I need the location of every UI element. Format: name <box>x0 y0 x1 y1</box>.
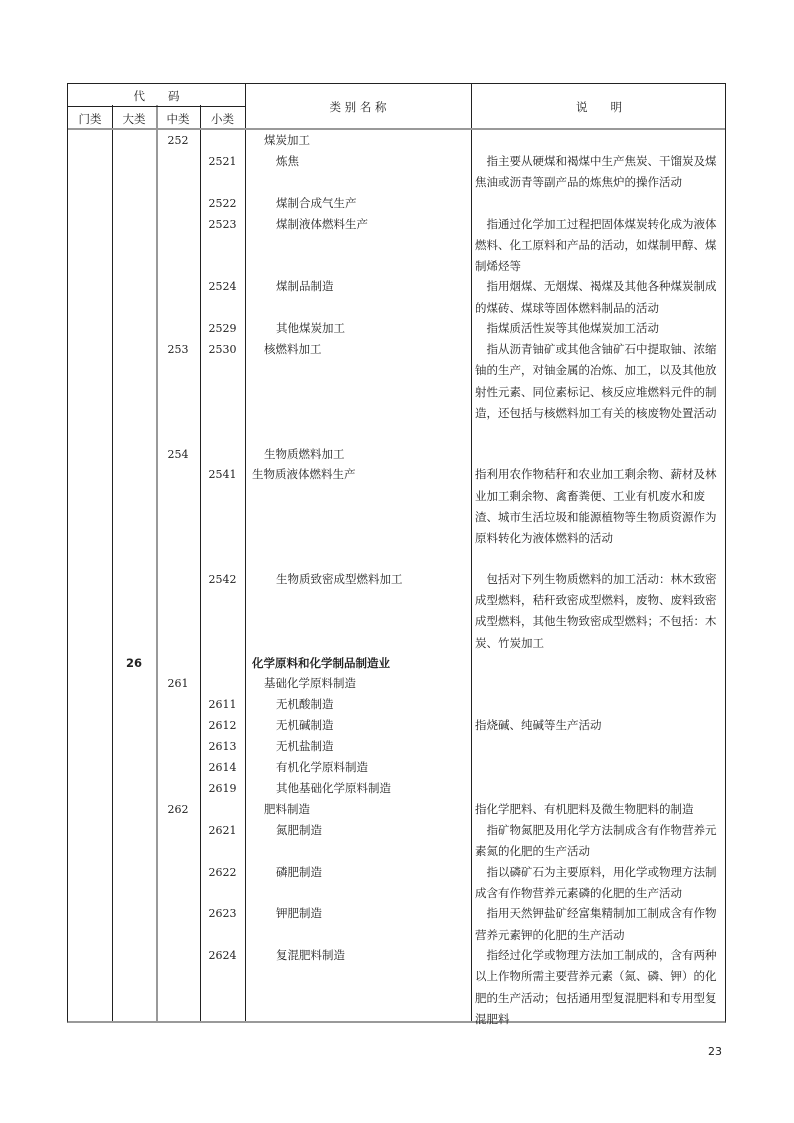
category-description: 指烧碱、纯碱等生产活动 <box>475 718 602 733</box>
minor-code: 2611 <box>208 698 237 712</box>
category-description: 指主要从硬煤和褐煤中生产焦炭、干馏炭及煤焦油或沥青等副产品的炼焦炉的操作活动 <box>475 153 717 190</box>
header-divider <box>68 106 245 107</box>
category-description: 指矿物氮肥及用化学方法制成含有作物营养元素氮的化肥的生产活动 <box>475 822 717 858</box>
col-divider <box>156 84 158 1021</box>
middle-code: 254 <box>167 447 189 461</box>
category-name: 复混肥料制造 <box>276 948 345 963</box>
middle-code: 261 <box>167 677 189 691</box>
minor-code: 2614 <box>208 761 237 774</box>
category-name: 炼焦 <box>276 153 299 168</box>
minor-code: 2622 <box>208 865 237 879</box>
minor-code: 2613 <box>208 740 237 754</box>
category-description: 指以磷矿石为主要原料，用化学或物理方法制成含有作物营养元素磷的化肥的生产活动 <box>475 864 717 900</box>
category-name: 化学原料和化学制品制造业 <box>252 655 390 670</box>
category-name: 无机盐制造 <box>276 739 334 754</box>
category-name: 肥料制造 <box>264 801 310 816</box>
minor-code: 2521 <box>208 154 237 168</box>
category-description: 指煤质活性炭等其他煤炭加工活动 <box>475 321 659 336</box>
category-description: 指从沥青铀矿或其他含铀矿石中提取铀、浓缩铀的生产，对铀金属的冶炼、加工，以及其他放射性元素、同位素标记、核反应堆燃料元件的制造，还包括与核燃料加工有关的核废物处置活动 <box>475 342 717 420</box>
category-name: 其他煤炭加工 <box>276 321 345 336</box>
header-desc: 说 明 <box>576 100 622 114</box>
minor-code: 2612 <box>208 719 237 733</box>
header-major: 大类 <box>122 112 146 126</box>
category-name: 无机酸制造 <box>276 697 334 712</box>
col-divider <box>112 84 113 1021</box>
category-description: 指用天然钾盐矿经富集精制加工制成含有作物营养元素钾的化肥的生产活动 <box>475 906 717 942</box>
minor-code: 2621 <box>208 823 237 837</box>
header-code: 代 码 <box>133 89 180 103</box>
page-number: 23 <box>708 1045 722 1058</box>
col-divider <box>245 84 246 1021</box>
category-description: 指化学肥料、有机肥料及微生物肥料的制造 <box>475 801 694 816</box>
category-name: 核燃料加工 <box>264 342 322 356</box>
minor-code: 2522 <box>208 196 237 210</box>
minor-code: 2542 <box>208 572 237 586</box>
classification-table <box>67 83 726 1026</box>
header-middle: 中类 <box>166 112 190 126</box>
minor-code: 2619 <box>208 781 237 795</box>
category-description: 指用烟煤、无烟煤、褐煤及其他各种煤炭制成的煤砖、煤球等固体燃料制品的活动 <box>475 279 717 315</box>
minor-code: 2624 <box>208 949 237 963</box>
category-name: 磷肥制造 <box>276 864 322 879</box>
middle-code: 252 <box>167 134 189 147</box>
middle-code: 253 <box>167 343 189 356</box>
header-minor: 小类 <box>211 112 234 126</box>
header-name: 类 别 名 称 <box>329 100 387 114</box>
category-name: 氮肥制造 <box>276 822 322 837</box>
minor-code: 2623 <box>208 907 237 921</box>
category-name: 钾肥制造 <box>276 906 322 921</box>
minor-code: 2523 <box>208 217 237 231</box>
category-name: 有机化学原料制造 <box>276 760 368 774</box>
category-name: 生物质致密成型燃料加工 <box>276 571 403 586</box>
minor-code: 2530 <box>208 343 237 356</box>
category-description: 包括对下列生物质燃料的加工活动：林木致密成型燃料，秸秆致密成型燃料，废物、废料致密成型燃料，其他生物致密成型燃料；不包括：木炭、竹炭加工 <box>475 571 717 650</box>
category-name: 煤制品制造 <box>276 279 334 294</box>
minor-code: 2541 <box>208 468 237 482</box>
category-name: 生物质燃料加工 <box>264 446 345 461</box>
category-description: 指通过化学加工过程把固体煤炭转化成为液体燃料、化工原料和产品的活动，如煤制甲醇、煤制烯烃等 <box>475 216 717 274</box>
major-code: 26 <box>125 655 142 670</box>
category-description: 指经过化学或物理方法加工制成的，含有两种以上作物所需主要营养元素（氮、磷、钾）的化肥的生产活动；包括通用型复混肥料和专用型复混肥料 <box>475 948 717 1026</box>
category-name: 无机碱制造 <box>276 718 334 733</box>
minor-code: 2529 <box>208 322 237 336</box>
header-door: 门类 <box>78 112 102 126</box>
category-name: 煤制合成气生产 <box>276 195 357 210</box>
category-description: 指利用农作物秸秆和农业加工剩余物、薪材及林业加工剩余物、禽畜粪便、工业有机废水和废渣、城市生活垃圾和能源植物等生物质资源作为原料转化为液体燃料的活动 <box>475 467 717 546</box>
category-name: 生物质液体燃料生产 <box>252 467 356 482</box>
middle-code: 262 <box>167 802 189 816</box>
minor-code: 2524 <box>208 280 237 294</box>
col-divider <box>471 84 472 1021</box>
category-name: 煤制液体燃料生产 <box>276 216 368 231</box>
category-name: 其他基础化学原料制造 <box>276 780 391 795</box>
category-name: 基础化学原料制造 <box>264 676 356 691</box>
category-name: 煤炭加工 <box>264 133 310 147</box>
